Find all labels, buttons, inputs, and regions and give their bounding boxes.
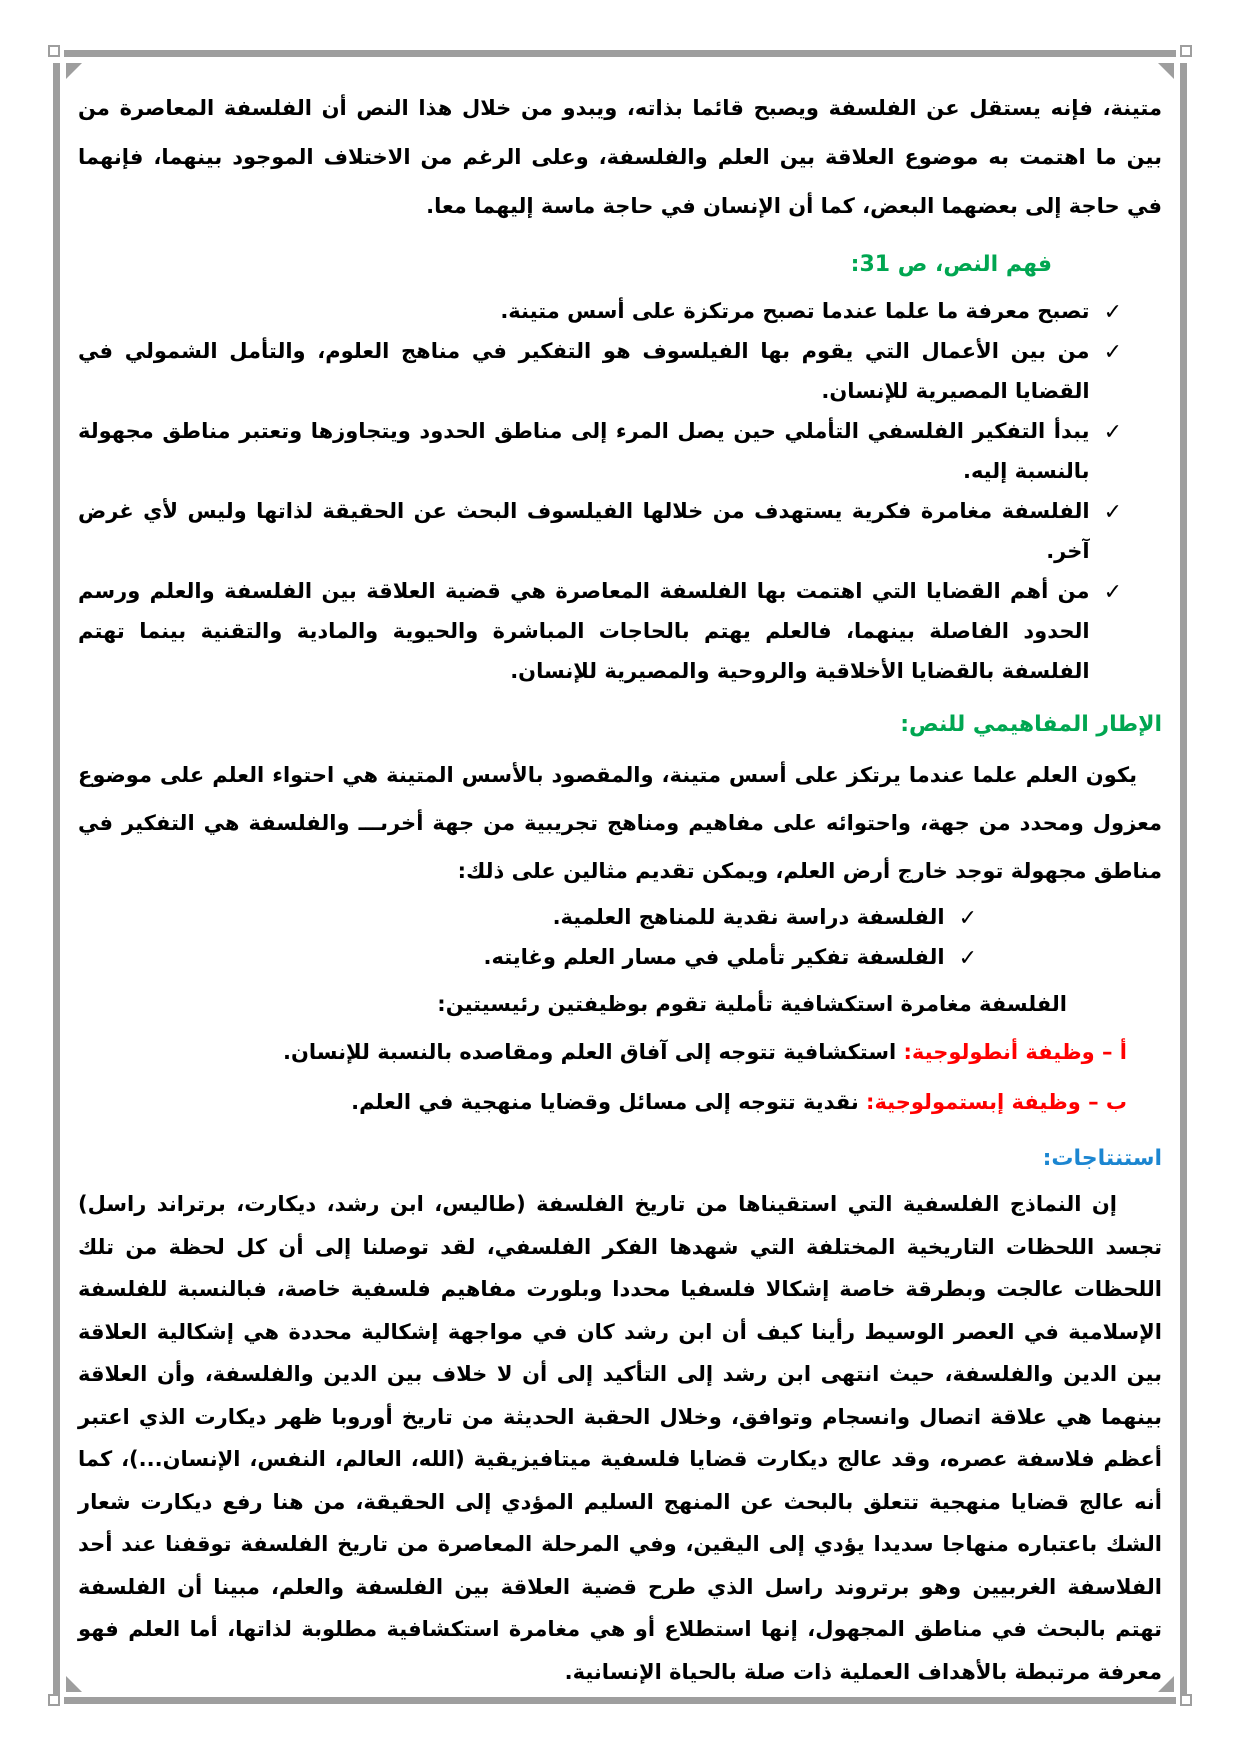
conclusions-heading: استنتاجات: <box>1042 1146 1162 1171</box>
frame-corner-square-icon <box>48 1694 60 1706</box>
intro-paragraph: متينة، فإنه يستقل عن الفلسفة ويصبح قائما بذاته، ويبدو من خلال هذا النص أن الفلسفة المعاصرة من بين ما اهتمت به موضوع العلاقة بين العلم والفلسفة، وعلى الرغم من الاختلاف الموجود بينهما، فإنهما في حاجة إلى بعضهما البعض، كما أن الإنسان في حاجة ماسة إليهما معا. <box>78 96 1162 218</box>
function-label: ب – وظيفة إبستمولوجية: <box>866 1090 1127 1114</box>
list-item <box>78 937 977 977</box>
function-label: أ – وظيفة أنطولوجية: <box>903 1040 1127 1064</box>
list-item-text: الفلسفة دراسة نقدية للمناهج العلمية. <box>552 905 945 929</box>
list-item-text: الفلسفة تفكير تأملي في مسار العلم وغايته. <box>483 945 945 969</box>
conceptual-paragraph: يكون العلم علما عندما يرتكز على أسس متينة، والمقصود بالأسس المتينة هي احتواء العلم على موضوع معزول ومحدد من جهة، واحتوائه على مفاهيم ومناهج تجريبية من جهة أخرىـــ والفلسفة هي التفكير في مناطق مجهولة توجد خارج أرض العلم، ويمكن تقديم مثالين على ذلك: <box>78 763 1162 883</box>
functions-intro: الفلسفة مغامرة استكشافية تأملية تقوم بوظيفتين رئيسيتين: <box>437 992 1067 1016</box>
frame-left-border <box>53 63 60 1697</box>
function-text: نقدية تتوجه إلى مسائل وقضايا منهجية في العلم. <box>351 1090 867 1114</box>
function-ontological <box>78 1027 1127 1077</box>
list-item <box>78 291 1122 331</box>
check-icon: ✓ <box>958 946 977 971</box>
list-item-text: من أهم القضايا التي اهتمت بها الفلسفة المعاصرة هي قضية العلاقة بين الفلسفة والعلم ورسم الحدود الفاصلة بينهما، فالعلم يهتم بالحاجات المباشرة والحيوية والمادية والتقنية بينما تهتم الفلسفة بالقضايا الأخلاقية والروحية والمصيرية للإنسان. <box>78 579 1090 683</box>
frame-corner-square-icon <box>48 45 60 57</box>
check-icon: ✓ <box>1103 580 1122 605</box>
conceptual-list <box>78 897 977 977</box>
document-content <box>78 84 1162 1693</box>
frame-top-border <box>64 50 1176 57</box>
list-item-text: الفلسفة مغامرة فكرية يستهدف من خلالها الفيلسوف البحث عن الحقيقة لذاتها وليس لأي غرض آخر. <box>78 499 1090 563</box>
function-text: استكشافية تتوجه إلى آفاق العلم ومقاصده بالنسبة للإنسان. <box>283 1040 904 1064</box>
frame-corner-triangle-icon <box>1158 63 1174 79</box>
check-icon: ✓ <box>1103 300 1122 325</box>
conclusions-paragraph: إن النماذج الفلسفية التي استقيناها من تاريخ الفلسفة (طاليس، ابن رشد، ديكارت، برتراند راسل) تجسد اللحظات التاريخية المختلفة التي شهدها الفكر الفلسفي، لقد توصلنا إلى أن كل لحظة من تلك اللحظات عالجت وبطرقة خاصة إشكالا فلسفيا محددا وبلورت مفاهيم فلسفية خاصة، فبالنسبة للفلسفة الإسلامية في العصر الوسيط رأينا كيف أن ابن رشد كان في مواجهة إشكالية محددة هي إشكالية العلاقة بين الدين والفلسفة، حيث انتهى ابن رشد إلى التأكيد إلى أن لا خلاف بين الدين والفلسفة، وأن العلاقة بينهما هي علاقة اتصال وانسجام وتوافق، وخلال الحقبة الحديثة من تاريخ أوروبا ظهر ديكارت الذي اعتبر أعظم فلاسفة عصره، وقد عالج ديكارت قضايا فلسفية ميتافيزيقية (الله، العالم، النفس، الإنسان...)، كما أنه عالج قضايا منهجية تتعلق بالبحث عن المنهج السليم المؤدي إلى الحقيقة، من هنا رفع ديكارت شعار الشك باعتباره منهاجا سديدا يؤدي إلى اليقين، وفي المرحلة المعاصرة من تاريخ الفلسفة توقفنا عند أحد الفلاسفة الغربيين وهو برتروند راسل الذي طرح قضية العلاقة بين الفلسفة والعلم، مبينا أن الفلسفة تهتم بالبحث في مناطق المجهول، إنها استطلاع أو هي مغامرة استكشافية مطلوبة لذاتها، أما العلم فهو معرفة مرتبطة بالأهداف العملية ذات صلة بالحياة الإنسانية. <box>78 1192 1162 1684</box>
frame-corner-square-icon <box>1180 45 1192 57</box>
list-item <box>78 571 1122 691</box>
list-item-text: من بين الأعمال التي يقوم بها الفيلسوف هو التفكير في مناهج العلوم، والتأمل الشمولي في القضايا المصيرية للإنسان. <box>78 339 1090 403</box>
frame-right-border <box>1180 63 1187 1697</box>
check-icon: ✓ <box>1103 340 1122 365</box>
list-item <box>78 411 1122 491</box>
comprehension-heading: فهم النص، ص 31: <box>850 252 1052 277</box>
list-item-text: يبدأ التفكير الفلسفي التأملي حين يصل المرء إلى مناطق الحدود ويتجاوزها وتعتبر مناطق مجهولة بالنسبة إليه. <box>78 419 1090 483</box>
list-item <box>78 331 1122 411</box>
frame-corner-square-icon <box>1180 1694 1192 1706</box>
check-icon: ✓ <box>958 906 977 931</box>
list-item <box>78 491 1122 571</box>
comprehension-list <box>78 291 1122 691</box>
frame-corner-triangle-icon <box>66 63 82 79</box>
list-item-text: تصبح معرفة ما علما عندما تصبح مرتكزة على أسس متينة. <box>500 299 1090 323</box>
function-epistemological <box>78 1077 1127 1127</box>
conceptual-heading: الإطار المفاهيمي للنص: <box>900 712 1162 737</box>
frame-bottom-border <box>64 1697 1176 1704</box>
check-icon: ✓ <box>1103 500 1122 525</box>
list-item <box>78 897 977 937</box>
check-icon: ✓ <box>1103 420 1122 445</box>
